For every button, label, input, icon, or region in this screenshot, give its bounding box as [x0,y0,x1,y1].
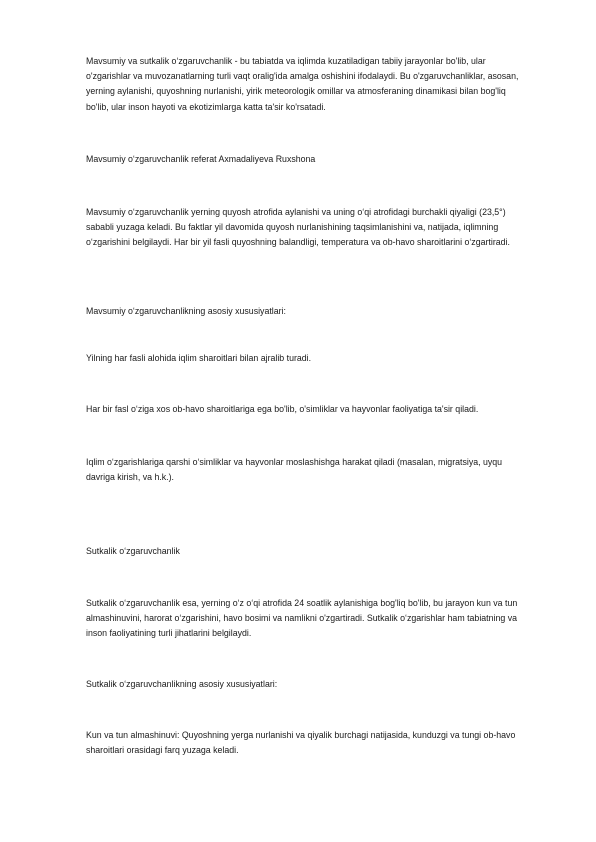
seasonal-variability-paragraph: Mavsumiy o‘zgaruvchanlik yerning quyosh atrofida aylanishi va uning o‘qi atrofidagi burchakli qiyaligi (23,5°) sababli yuzaga keladi. Bu faktlar yil davomida quyosh nurlanishining taqsimlanishini va, natijada, iqlimning o‘zgarishini belgilaydi. Har bir yil fasli quyoshning balandligi, temperatura va ob-havo sharoitlarini o‘zgartiradi. [86,207,510,248]
seasonal-feature-item: Iqlim o‘zgarishlariga qarshi o‘simliklar va hayvonlar moslashishga harakat qiladi (masalan, migratsiya, uyqu davriga kirish, va h.k.). [86,457,503,483]
intro-paragraph: Mavsumiy va sutkalik o‘zgaruvchanlik - bu tabiatda va iqlimda kuzatiladigan tabiiy jarayonlar bo'lib, ular o'zgarishlar va muvozanatlarning turli vaqt oralig'ida amalga oshishini ifodalaydi. Bu o'zgaruvchanliklar, asosan, yerning aylanishi, quyoshning nurlanishi, yirik meteorologik omillar va atmosferaning dinamikasi bilan bog'liq bo'lib, ular inson hayoti va ekotizimlarga katta ta'sir ko'rsatadi. [86,56,519,112]
seasonal-feature-item: Har bir fasl o‘ziga xos ob-havo sharoitlariga ega bo'lib, o'simliklar va hayvonlar faoliyatiga ta'sir qiladi. [86,404,479,414]
referat-title-line: Mavsumiy o‘zgaruvchanlik referat Axmadaliyeva Ruxshona [86,154,316,164]
seasonal-feature-item: Yilning har fasli alohida iqlim sharoitlari bilan ajralib turadi. [86,353,312,363]
daily-feature-item: Kun va tun almashinuvi: Quyoshning yerga nurlanishi va qiyalik burchagi natijasida, kunduzgi va tungi ob-havo sharoitlari orasidagi farq yuzaga keladi. [86,730,516,756]
daily-variability-heading: Sutkalik o‘zgaruvchanlik [86,546,180,556]
daily-variability-paragraph: Sutkalik o‘zgaruvchanlik esa, yerning o‘z o‘qi atrofida 24 soatlik aylanishiga bog'liq bo'lib, bu jarayon kun va tun almashinuvini, harorat o‘zgarishini, havo bosimi va namlikni o'zgartiradi. Sutkalik o‘zgarishlar ham tabiatning va inson faoliyatining turli jihatlarini belgilaydi. [86,598,518,639]
daily-features-heading: Sutkalik o‘zgaruvchanlikning asosiy xususiyatlari: [86,679,278,689]
seasonal-features-heading: Mavsumiy o‘zgaruvchanlikning asosiy xususiyatlari: [86,306,286,316]
